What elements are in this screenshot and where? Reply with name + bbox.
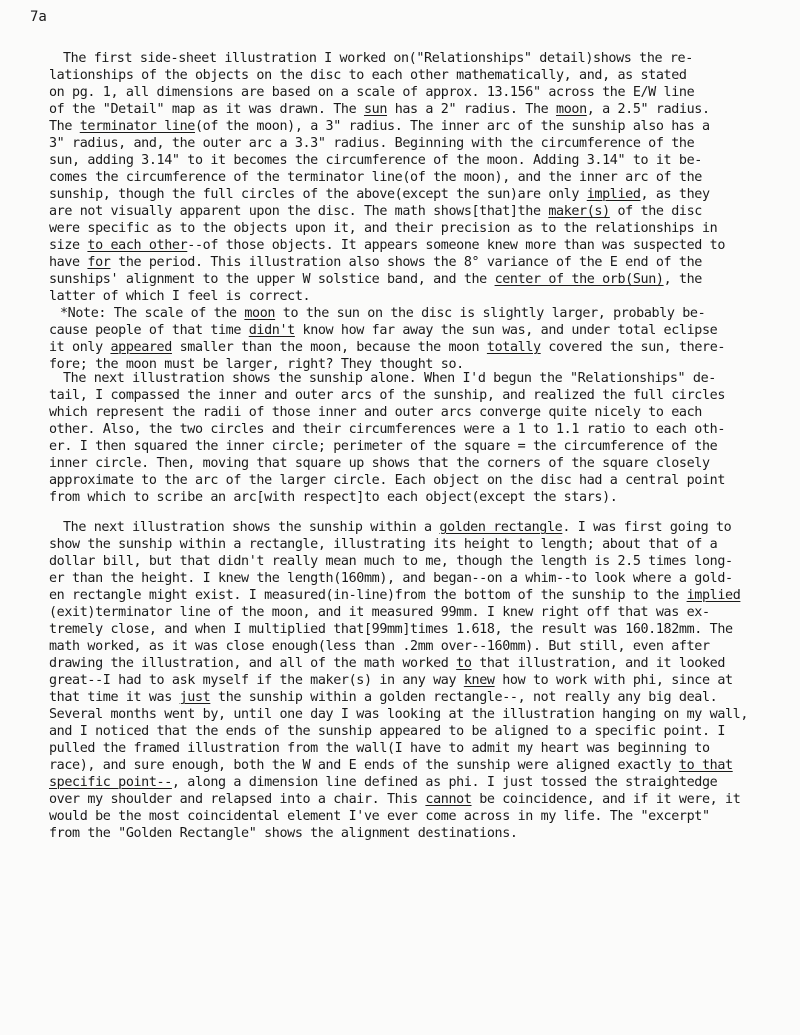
text-run: show the sunship within a rectangle, illustrating its height to length; about that of a bbox=[49, 537, 718, 552]
text-line bbox=[63, 370, 716, 387]
text-line bbox=[49, 322, 717, 339]
text-line bbox=[49, 774, 717, 791]
text-run: sun, adding 3.14" to it becomes the circumference of the moon. Adding 3.14" to it be- bbox=[49, 153, 702, 168]
underlined-text: knew bbox=[463, 673, 495, 688]
text-run: from the "Golden Rectangle" shows the alignment destinations. bbox=[49, 826, 518, 841]
text-run: and I noticed that the ends of the sunship appeared to be aligned to a specific point. I bbox=[49, 724, 726, 739]
text-run: of the "Detail" map as it was drawn. The bbox=[49, 102, 364, 117]
text-line bbox=[49, 757, 733, 774]
text-run: , the bbox=[663, 272, 702, 287]
text-line bbox=[49, 237, 725, 254]
underlined-text: to bbox=[456, 656, 472, 671]
text-run: race), and sure enough, both the W and E ends of the sunship were aligned exactly bbox=[49, 758, 679, 773]
text-run: which represent the radii of those inner and outer arcs converge quite nicely to each bbox=[49, 405, 702, 420]
text-run: sunship, though the full circles of the above(except the sun)are only bbox=[49, 187, 587, 202]
text-line bbox=[63, 519, 731, 536]
text-line bbox=[49, 536, 717, 553]
text-line bbox=[49, 570, 733, 587]
text-line bbox=[49, 791, 740, 808]
underlined-text: appeared bbox=[110, 340, 172, 355]
page-number: 7a bbox=[30, 9, 47, 25]
text-run: inner circle. Then, moving that square up shows that the corners of the square closely bbox=[49, 456, 710, 471]
text-run: be coincidence, and if it were, it bbox=[471, 792, 741, 807]
text-line bbox=[49, 254, 702, 271]
text-run: er than the height. I knew the length(160mm), and began--on a whim--to look where a gold- bbox=[49, 571, 733, 586]
text-line bbox=[49, 706, 748, 723]
text-run: lationships of the objects on the disc to each other mathematically, and, as stated bbox=[49, 68, 687, 83]
text-run: have bbox=[49, 255, 88, 270]
text-line bbox=[49, 169, 702, 186]
text-run: latter of which I feel is correct. bbox=[49, 289, 311, 304]
underlined-text: didn't bbox=[248, 323, 295, 338]
text-line bbox=[49, 621, 733, 638]
text-run: the period. This illustration also shows the 8° variance of the E end of the bbox=[110, 255, 702, 270]
text-line bbox=[49, 152, 702, 169]
text-run: , a 2.5" radius. bbox=[586, 102, 710, 117]
text-line bbox=[49, 672, 733, 689]
text-run: covered the sun, there- bbox=[540, 340, 726, 355]
underlined-text: for bbox=[87, 255, 111, 270]
text-run: sunships' alignment to the upper W solstice band, and the bbox=[49, 272, 495, 287]
underlined-text: terminator line bbox=[79, 119, 195, 134]
text-run: (exit)terminator line of the moon, and it measured 99mm. I knew right off that was ex- bbox=[49, 605, 710, 620]
text-line bbox=[49, 135, 694, 152]
text-line bbox=[49, 472, 725, 489]
text-run: smaller than the moon, because the moon bbox=[171, 340, 487, 355]
text-line bbox=[49, 288, 310, 305]
text-run: The next illustration shows the sunship alone. When I'd begun the "Relationships" de- bbox=[63, 371, 716, 386]
text-run: *Note: The scale of the bbox=[60, 306, 245, 321]
text-run: 3" radius, and, the outer arc a 3.3" radius. Beginning with the circumference of the bbox=[49, 136, 695, 151]
text-run: Several months went by, until one day I was looking at the illustration hanging on my wall, bbox=[49, 707, 749, 722]
text-run: , as they bbox=[640, 187, 710, 202]
text-run: would be the most coincidental element I've ever come across in my life. The "excerpt" bbox=[49, 809, 710, 824]
underlined-text: center of the orb(Sun) bbox=[494, 272, 664, 287]
text-run: . I was first going to bbox=[562, 520, 732, 535]
text-line bbox=[49, 740, 710, 757]
underlined-text: totally bbox=[486, 340, 541, 355]
text-run: other. Also, the two circles and their circumferences were a 1 to 1.1 ratio to each oth- bbox=[49, 422, 726, 437]
text-run: drawing the illustration, and all of the math worked bbox=[49, 656, 457, 671]
text-line bbox=[49, 404, 702, 421]
underlined-text: cannot bbox=[425, 792, 472, 807]
underlined-text: to each other bbox=[87, 238, 188, 253]
text-run: of the disc bbox=[609, 204, 702, 219]
text-run: it only bbox=[49, 340, 111, 355]
text-run: on pg. 1, all dimensions are based on a scale of approx. 13.156" across the E/W line bbox=[49, 85, 695, 100]
text-line bbox=[63, 50, 693, 67]
text-run: en rectangle might exist. I measured(in-line)from the bottom of the sunship to the bbox=[49, 588, 687, 603]
text-line bbox=[49, 723, 725, 740]
text-run: tail, I compassed the inner and outer arcs of the sunship, and realized the full circles bbox=[49, 388, 726, 403]
text-run: from which to scribe an arc[with respect]to each object(except the stars). bbox=[49, 490, 618, 505]
text-line bbox=[60, 305, 705, 322]
text-run: tremely close, and when I multiplied that[99mm]times 1.618, the result was 160.182mm. The bbox=[49, 622, 733, 637]
text-run: , along a dimension line defined as phi. I just tossed the straightedge bbox=[171, 775, 718, 790]
text-line bbox=[49, 604, 710, 621]
underlined-text: sun bbox=[363, 102, 388, 117]
text-run: The bbox=[49, 119, 80, 134]
text-run: (of the moon), a 3" radius. The inner arc of the sunship also has a bbox=[194, 119, 710, 134]
text-run: The first side-sheet illustration I worked on("Relationships" detail)shows the re- bbox=[63, 51, 693, 66]
text-run: cause people of that time bbox=[49, 323, 249, 338]
underlined-text: specific point-- bbox=[49, 775, 172, 790]
text-run: know how far away the sun was, and under total eclipse bbox=[294, 323, 718, 338]
text-run: that time it was bbox=[49, 690, 180, 705]
text-run: comes the circumference of the terminator line(of the moon), and the inner arc of the bbox=[49, 170, 702, 185]
underlined-text: just bbox=[179, 690, 211, 705]
text-run: were specific as to the objects upon it, and their precision as to the relationships in bbox=[49, 221, 718, 236]
text-line bbox=[49, 203, 702, 220]
text-line bbox=[49, 421, 725, 438]
text-line bbox=[49, 387, 725, 404]
text-run: fore; the moon must be larger, right? They thought so. bbox=[49, 357, 464, 372]
text-run: The next illustration shows the sunship within a bbox=[63, 520, 440, 535]
text-run: er. I then squared the inner circle; perimeter of the square = the circumference of the bbox=[49, 439, 718, 454]
text-line bbox=[49, 220, 717, 237]
text-run: math worked, as it was close enough(less than .2mm over--160mm). But still, even after bbox=[49, 639, 710, 654]
text-line bbox=[49, 67, 687, 84]
text-run: that illustration, and it looked bbox=[471, 656, 726, 671]
text-run: pulled the framed illustration from the wall(I have to admit my heart was beginning to bbox=[49, 741, 710, 756]
text-line bbox=[49, 118, 710, 135]
text-line bbox=[49, 638, 710, 655]
text-line bbox=[49, 553, 733, 570]
underlined-text: golden rectangle bbox=[439, 520, 563, 535]
text-run: has a 2" radius. The bbox=[387, 102, 557, 117]
text-line bbox=[49, 101, 710, 118]
text-line bbox=[49, 84, 694, 101]
text-run: to the sun on the disc is slightly larger, probably be- bbox=[275, 306, 706, 321]
text-line bbox=[49, 587, 740, 604]
text-run: are not visually apparent upon the disc. The math shows[that]the bbox=[49, 204, 549, 219]
text-line bbox=[49, 808, 710, 825]
text-run: size bbox=[49, 238, 88, 253]
underlined-text: moon bbox=[244, 306, 276, 321]
underlined-text: implied bbox=[686, 588, 741, 603]
text-line bbox=[49, 271, 702, 288]
text-line bbox=[49, 825, 518, 842]
text-line bbox=[49, 438, 717, 455]
text-line bbox=[49, 186, 710, 203]
text-run: how to work with phi, since at bbox=[494, 673, 733, 688]
text-run: --of those objects. It appears someone knew more than was suspected to bbox=[187, 238, 726, 253]
text-run: approximate to the arc of the larger circle. Each object on the disc had a central point bbox=[49, 473, 726, 488]
underlined-text: implied bbox=[586, 187, 641, 202]
text-line bbox=[49, 655, 725, 672]
underlined-text: maker(s) bbox=[548, 204, 610, 219]
text-line bbox=[49, 689, 717, 706]
text-run: the sunship within a golden rectangle--, not really any big deal. bbox=[210, 690, 718, 705]
text-run: great--I had to ask myself if the maker(s) in any way bbox=[49, 673, 464, 688]
underlined-text: to that bbox=[678, 758, 733, 773]
underlined-text: moon bbox=[556, 102, 587, 117]
text-run: over my shoulder and relapsed into a chair. This bbox=[49, 792, 426, 807]
text-run: dollar bill, but that didn't really mean much to me, though the length is 2.5 times long- bbox=[49, 554, 733, 569]
text-line bbox=[49, 489, 617, 506]
text-line bbox=[49, 455, 710, 472]
text-line bbox=[49, 339, 725, 356]
